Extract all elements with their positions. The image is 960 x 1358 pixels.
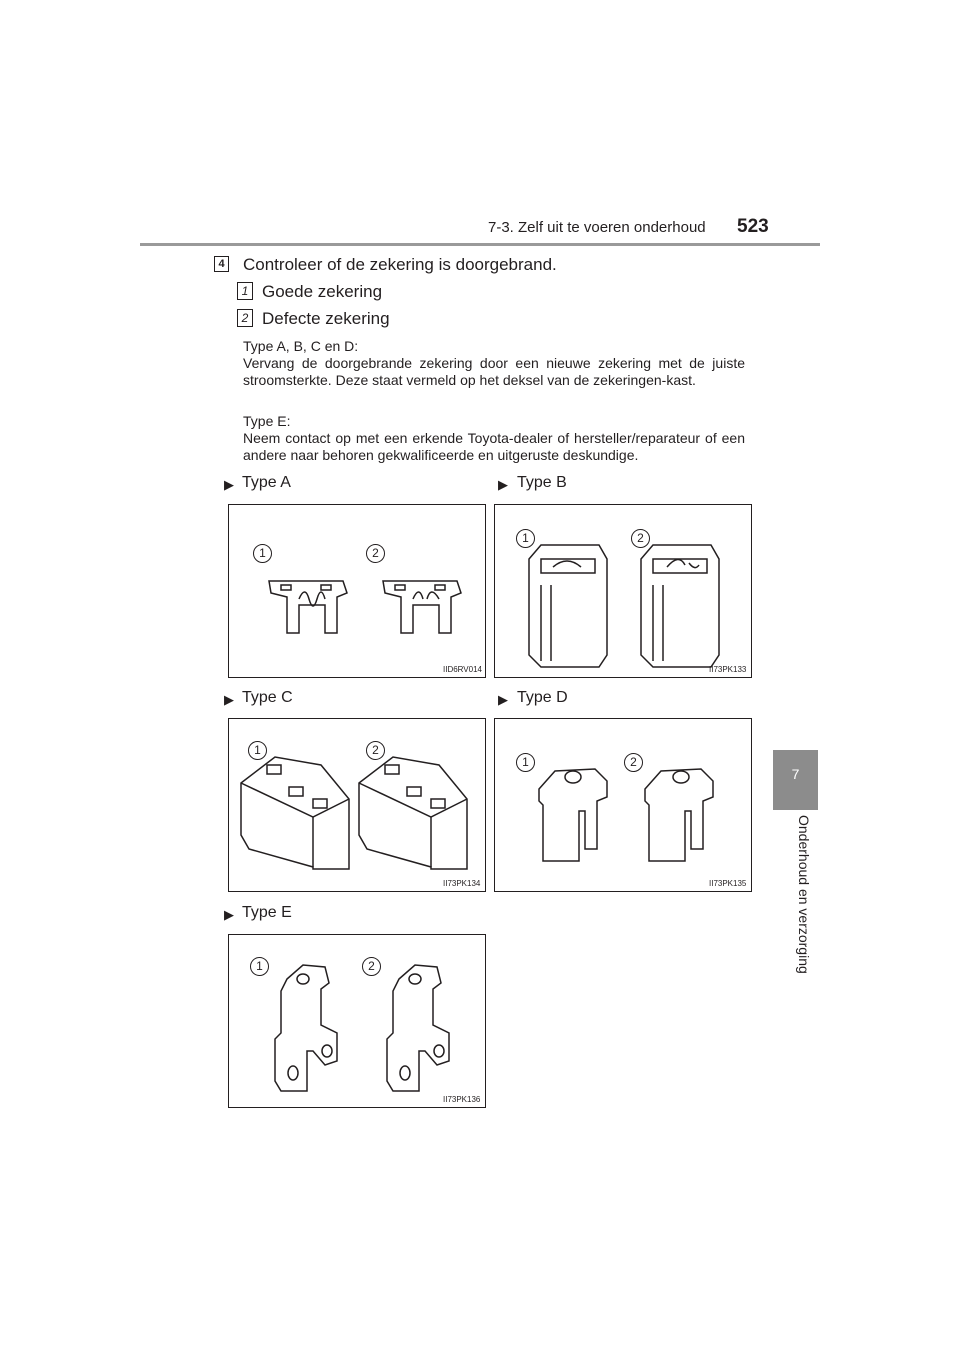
type-e-figure (228, 934, 486, 1108)
cartridge-fuse-illustration (495, 505, 751, 677)
figure-code: II73PK135 (709, 879, 747, 888)
figure-code: IID6RV014 (443, 665, 482, 674)
note-title-abcd: Type A, B, C en D: (243, 338, 359, 354)
callout-good: 1 (253, 544, 272, 563)
type-b-figure (494, 504, 752, 678)
type-c-label: Type C (242, 689, 293, 706)
callout-defect: 2 (362, 957, 381, 976)
header-divider (140, 243, 820, 246)
note-body-abcd: Vervang de doorgebrande zekering door een nieuwe zekering met de juiste stroomsterkte. Deze staat vermeld op het deksel van de zekeringen-kast. (243, 355, 745, 388)
step-number: 4 (214, 256, 229, 272)
chapter-number: 7 (791, 766, 800, 782)
figure-code: II73PK133 (709, 665, 747, 674)
note-title-e: Type E: (243, 413, 291, 429)
note-body-e: Neem contact op met een erkende Toyota-dealer of hersteller/reparateur of een andere naar behoren gekwalificeerde en uitgeruste deskundige. (243, 430, 745, 463)
triangle-right-icon: ▶ (224, 477, 234, 492)
type-a-figure (228, 504, 486, 678)
page-number: 523 (737, 216, 769, 237)
type-c-figure (228, 718, 486, 892)
callout-defect: 2 (624, 753, 643, 772)
triangle-right-icon: ▶ (498, 477, 508, 492)
callout-defect: 2 (631, 529, 650, 548)
type-d-figure (494, 718, 752, 892)
item-number-defect: 2 (237, 309, 253, 327)
type-b-label: Type B (517, 474, 567, 491)
bolt-in-fuse-illustration (229, 935, 485, 1107)
item-number-good: 1 (237, 282, 253, 300)
figure-code: II73PK134 (443, 879, 481, 888)
callout-good: 1 (516, 529, 535, 548)
type-d-label: Type D (517, 689, 568, 706)
triangle-right-icon: ▶ (224, 692, 234, 707)
box-fuse-illustration (229, 719, 485, 891)
figure-code: II73PK136 (443, 1095, 481, 1104)
callout-defect: 2 (366, 741, 385, 760)
section-title: 7-3. Zelf uit te voeren onderhoud (488, 219, 706, 236)
type-e-label: Type E (242, 904, 292, 921)
type-a-label: Type A (242, 474, 291, 491)
item-label-good: Goede zekering (262, 282, 383, 301)
callout-good: 1 (250, 957, 269, 976)
triangle-right-icon: ▶ (498, 692, 508, 707)
triangle-right-icon: ▶ (224, 907, 234, 922)
callout-good: 1 (248, 741, 267, 760)
callout-defect: 2 (366, 544, 385, 563)
chapter-title: Onderhoud en verzorging (796, 815, 812, 974)
step-instruction: Controleer of de zekering is doorgebrand. (243, 255, 557, 274)
blade-fuse-illustration (229, 505, 485, 677)
item-label-defect: Defecte zekering (262, 309, 390, 328)
callout-good: 1 (516, 753, 535, 772)
jcase-fuse-illustration (495, 719, 751, 891)
